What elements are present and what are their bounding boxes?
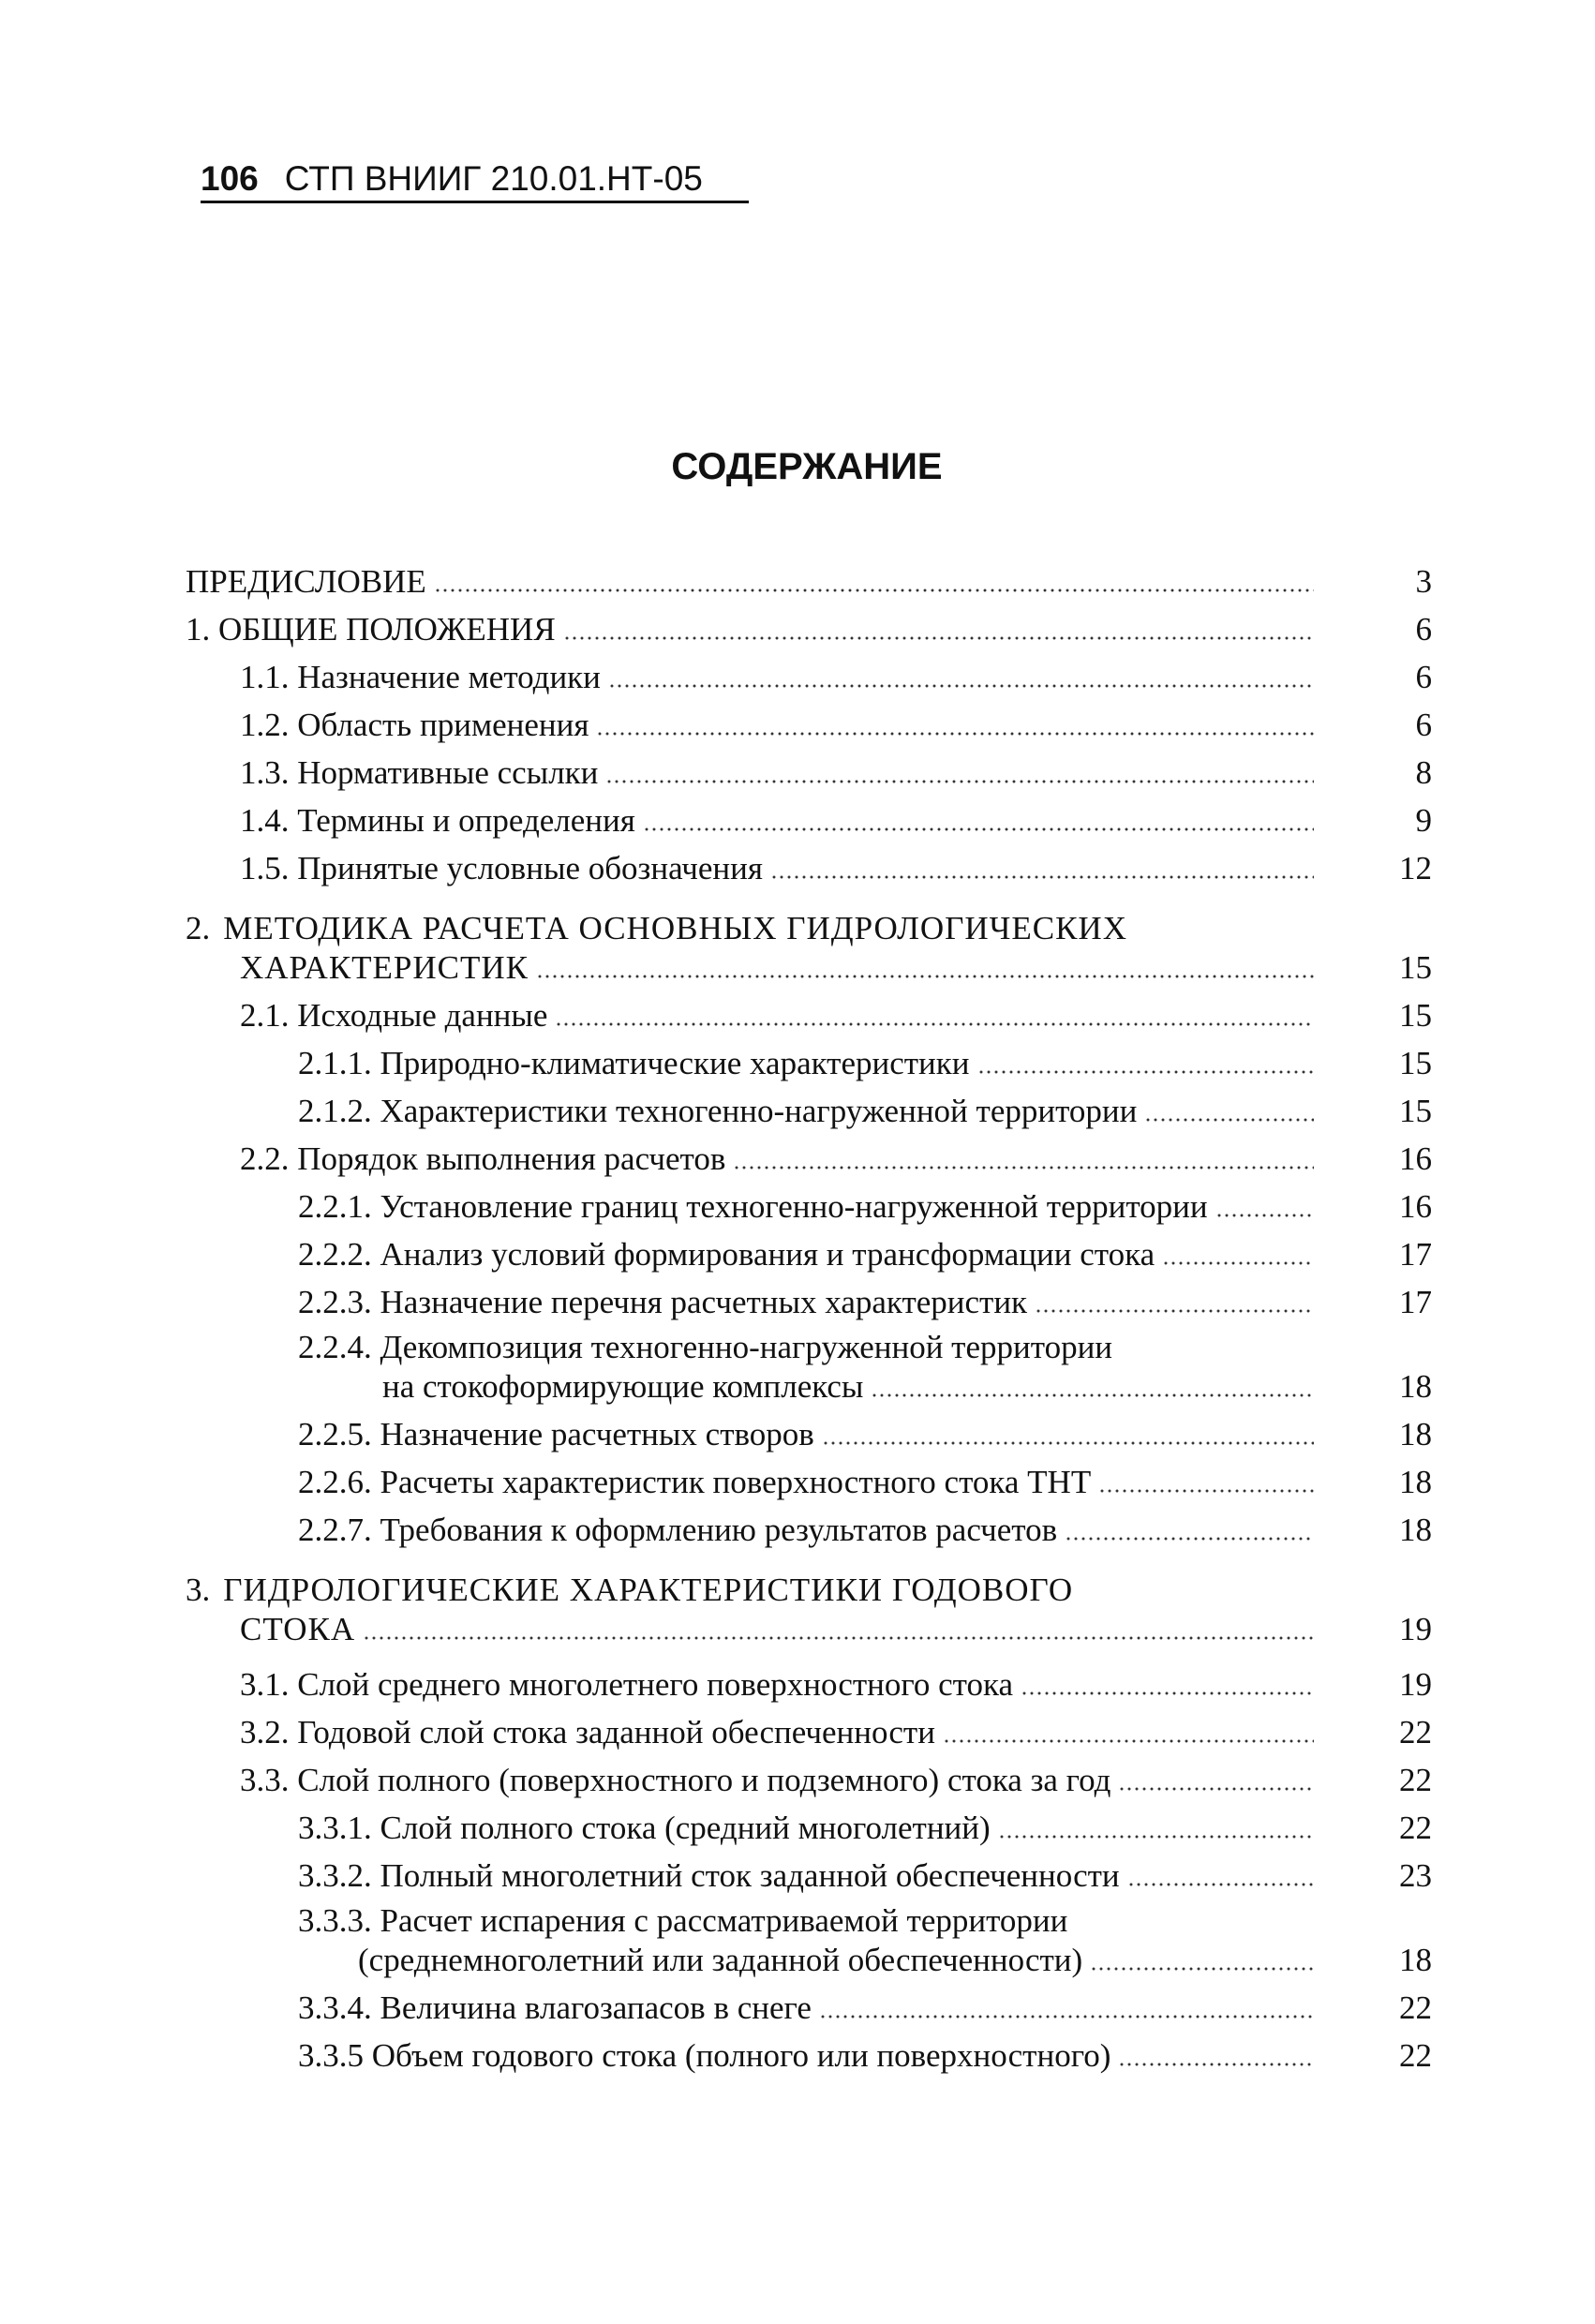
- toc-entry-label: ГИДРОЛОГИЧЕСКИЕ ХАРАКТЕРИСТИКИ ГОДОВОГО: [223, 1572, 1074, 1608]
- toc-entry-label: 3.3.1. Слой полного стока (средний многолетний): [298, 1810, 991, 1846]
- toc-entry-label: 1.4. Термины и определения: [240, 802, 635, 839]
- toc-entry-section-2[interactable]: [186, 902, 1432, 987]
- leader-dots: [822, 1441, 1314, 1445]
- leader-dots: [977, 1070, 1314, 1074]
- toc-entry-label: 2.1. Исходные данные: [240, 997, 548, 1034]
- toc-entry-page: 22: [1399, 1810, 1432, 1846]
- toc-entry-preface[interactable]: [186, 553, 1432, 601]
- toc-section-number: 3.: [186, 1572, 211, 1608]
- toc-entry-page: 3: [1415, 563, 1432, 600]
- leader-dots: [643, 827, 1314, 831]
- toc-entry-2-2-4[interactable]: [186, 1321, 1432, 1406]
- leader-dots: [998, 1835, 1314, 1839]
- toc-entry-label-continued: ХАРАКТЕРИСТИК: [240, 949, 529, 986]
- toc-entry-section-1[interactable]: [186, 601, 1432, 648]
- leader-dots: [608, 684, 1314, 688]
- toc-entry-page: 12: [1399, 850, 1432, 886]
- toc-entry-label: 2.2.6. Расчеты характеристик поверхностного стока ТНТ: [298, 1464, 1092, 1500]
- toc-entry-label: ПРЕДИСЛОВИЕ: [186, 563, 426, 600]
- leader-dots: [871, 1393, 1314, 1397]
- running-header: [201, 159, 749, 203]
- toc-entry-page: 9: [1415, 802, 1432, 839]
- toc-entry-label: 3.3.2. Полный многолетний сток заданной обеспеченности: [298, 1857, 1120, 1894]
- toc-entry-page: 16: [1399, 1188, 1432, 1225]
- leader-dots: [1090, 1967, 1314, 1971]
- toc-entry-label: 2.2.4. Декомпозиция техногенно-нагруженной территории: [298, 1329, 1113, 1365]
- toc-entry-3-1[interactable]: [186, 1656, 1432, 1704]
- toc-entry-page: 22: [1399, 1989, 1432, 2026]
- toc-entry-page: 6: [1415, 659, 1432, 695]
- leader-dots: [1215, 1214, 1314, 1217]
- toc-entry-page: 17: [1399, 1236, 1432, 1273]
- toc-entry-2-2-3[interactable]: [186, 1274, 1432, 1321]
- toc-entry-label: 2.2.5. Назначение расчетных створов: [298, 1416, 814, 1452]
- toc-entry-2-2-5[interactable]: [186, 1406, 1432, 1453]
- toc-entry-label: 2.2.3. Назначение перечня расчетных характеристик: [298, 1284, 1028, 1320]
- toc-entry-page: 18: [1399, 1942, 1432, 1978]
- toc-entry-label: 3.3.4. Величина влагозапасов в снеге: [298, 1989, 812, 2026]
- toc-entry-label: 3.3. Слой полного (поверхностного и подземного) стока за год: [240, 1762, 1111, 1798]
- toc-entry-page: 18: [1399, 1512, 1432, 1548]
- toc-entry-label: 3.3.3. Расчет испарения с рассматриваемой территории: [298, 1902, 1068, 1939]
- toc-entry-3-3-1[interactable]: [186, 1799, 1432, 1847]
- toc-entry-label: 1.2. Область применения: [240, 707, 589, 743]
- toc-entry-2-2[interactable]: [186, 1130, 1432, 1178]
- toc-entry-2-2-2[interactable]: [186, 1226, 1432, 1274]
- toc-entry-label: 2.2. Порядок выполнения расчетов: [240, 1140, 726, 1177]
- toc-entry-section-3[interactable]: [186, 1564, 1432, 1648]
- leader-dots: [1098, 1489, 1314, 1493]
- leader-dots: [605, 780, 1314, 783]
- leader-dots: [555, 1022, 1314, 1026]
- toc-entry-label: 1.3. Нормативные ссылки: [240, 754, 599, 791]
- toc-entry-label: 3.2. Годовой слой стока заданной обеспеченности: [240, 1714, 935, 1750]
- leader-dots: [1118, 1787, 1314, 1791]
- toc-entry-label-continued: (среднемноголетний или заданной обеспеченности): [358, 1942, 1083, 1978]
- toc-entry-2-2-1[interactable]: [186, 1178, 1432, 1226]
- toc-entry-1-3[interactable]: [186, 744, 1432, 792]
- toc-entry-2-1-1[interactable]: [186, 1035, 1432, 1082]
- toc-entry-page: 22: [1399, 2037, 1432, 2074]
- page-title: СОДЕРЖАНИЕ: [671, 446, 943, 487]
- toc-entry-label: 2.2.7. Требования к оформлению результатов расчетов: [298, 1512, 1058, 1548]
- leader-dots: [363, 1636, 1314, 1640]
- toc-entry-page: 17: [1399, 1284, 1432, 1320]
- leader-dots: [943, 1739, 1314, 1743]
- leader-dots: [770, 875, 1314, 879]
- toc-entry-page: 15: [1399, 1045, 1432, 1081]
- toc-entry-page: 19: [1399, 1611, 1432, 1647]
- toc-entry-page: 6: [1415, 707, 1432, 743]
- toc-entry-page: 15: [1399, 1093, 1432, 1129]
- table-of-contents: [186, 553, 1432, 2075]
- toc-entry-3-3[interactable]: [186, 1751, 1432, 1799]
- toc-entry-label: 2.2.2. Анализ условий формирования и трансформации стока: [298, 1236, 1155, 1273]
- leader-dots: [1021, 1691, 1314, 1695]
- toc-entry-2-1-2[interactable]: [186, 1082, 1432, 1130]
- leader-dots: [1162, 1261, 1314, 1265]
- leader-dots: [1065, 1537, 1314, 1541]
- toc-entry-label: 1.5. Принятые условные обозначения: [240, 850, 763, 886]
- toc-entry-label: МЕТОДИКА РАСЧЕТА ОСНОВНЫХ ГИДРОЛОГИЧЕСКИХ: [223, 910, 1127, 946]
- toc-entry-label-continued: СТОКА: [240, 1611, 356, 1647]
- toc-entry-label: 2.1.2. Характеристики техногенно-нагруженной территории: [298, 1093, 1138, 1129]
- toc-entry-page: 16: [1399, 1140, 1432, 1177]
- leader-dots: [819, 2015, 1314, 2019]
- toc-entry-1-5[interactable]: [186, 840, 1432, 887]
- toc-entry-1-4[interactable]: [186, 792, 1432, 840]
- toc-entry-page: 18: [1399, 1464, 1432, 1500]
- toc-entry-3-3-5[interactable]: [186, 2027, 1432, 2075]
- toc-entry-1-2[interactable]: [186, 696, 1432, 744]
- toc-entry-label: 2.2.1. Установление границ техногенно-нагруженной территории: [298, 1188, 1208, 1225]
- leader-dots: [1118, 2063, 1314, 2066]
- toc-entry-page: 22: [1399, 1762, 1432, 1798]
- toc-entry-page: 8: [1415, 754, 1432, 791]
- leader-dots: [733, 1166, 1314, 1169]
- toc-entry-page: 6: [1415, 611, 1432, 648]
- leader-dots: [596, 732, 1314, 736]
- leader-dots: [1144, 1118, 1314, 1122]
- toc-entry-page: 18: [1399, 1368, 1432, 1405]
- leader-dots: [434, 588, 1314, 592]
- toc-entry-page: 23: [1399, 1857, 1432, 1894]
- toc-entry-3-3-3[interactable]: [186, 1895, 1432, 1979]
- toc-entry-page: 15: [1399, 997, 1432, 1034]
- toc-entry-page: 19: [1399, 1666, 1432, 1703]
- toc-entry-2-1[interactable]: [186, 987, 1432, 1035]
- document-code: СТП ВНИИГ 210.01.НТ-05: [284, 159, 703, 198]
- leader-dots: [1127, 1883, 1314, 1886]
- leader-dots: [536, 975, 1314, 978]
- toc-entry-3-2[interactable]: [186, 1704, 1432, 1751]
- toc-entry-label: 1.1. Назначение методики: [240, 659, 601, 695]
- toc-entry-2-2-7[interactable]: [186, 1501, 1432, 1549]
- toc-entry-page: 18: [1399, 1416, 1432, 1452]
- leader-dots: [1035, 1309, 1314, 1313]
- toc-entry-label-continued: на стокоформирующие комплексы: [382, 1368, 864, 1405]
- toc-entry-page: 22: [1399, 1714, 1432, 1750]
- toc-entry-label: 2.1.1. Природно-климатические характеристики: [298, 1045, 970, 1081]
- toc-section-number: 2.: [186, 910, 211, 946]
- toc-entry-label: 3.1. Слой среднего многолетнего поверхностного стока: [240, 1666, 1014, 1703]
- toc-entry-2-2-6[interactable]: [186, 1453, 1432, 1501]
- toc-entry-3-3-4[interactable]: [186, 1979, 1432, 2027]
- toc-entry-label: 1. ОБЩИЕ ПОЛОЖЕНИЯ: [186, 611, 556, 648]
- toc-entry-3-3-2[interactable]: [186, 1847, 1432, 1895]
- toc-entry-page: 15: [1399, 949, 1432, 986]
- toc-entry-1-1[interactable]: [186, 648, 1432, 696]
- toc-entry-label: 3.3.5 Объем годового стока (полного или поверхностного): [298, 2037, 1111, 2074]
- leader-dots: [563, 636, 1314, 640]
- page-number: 106: [201, 159, 259, 198]
